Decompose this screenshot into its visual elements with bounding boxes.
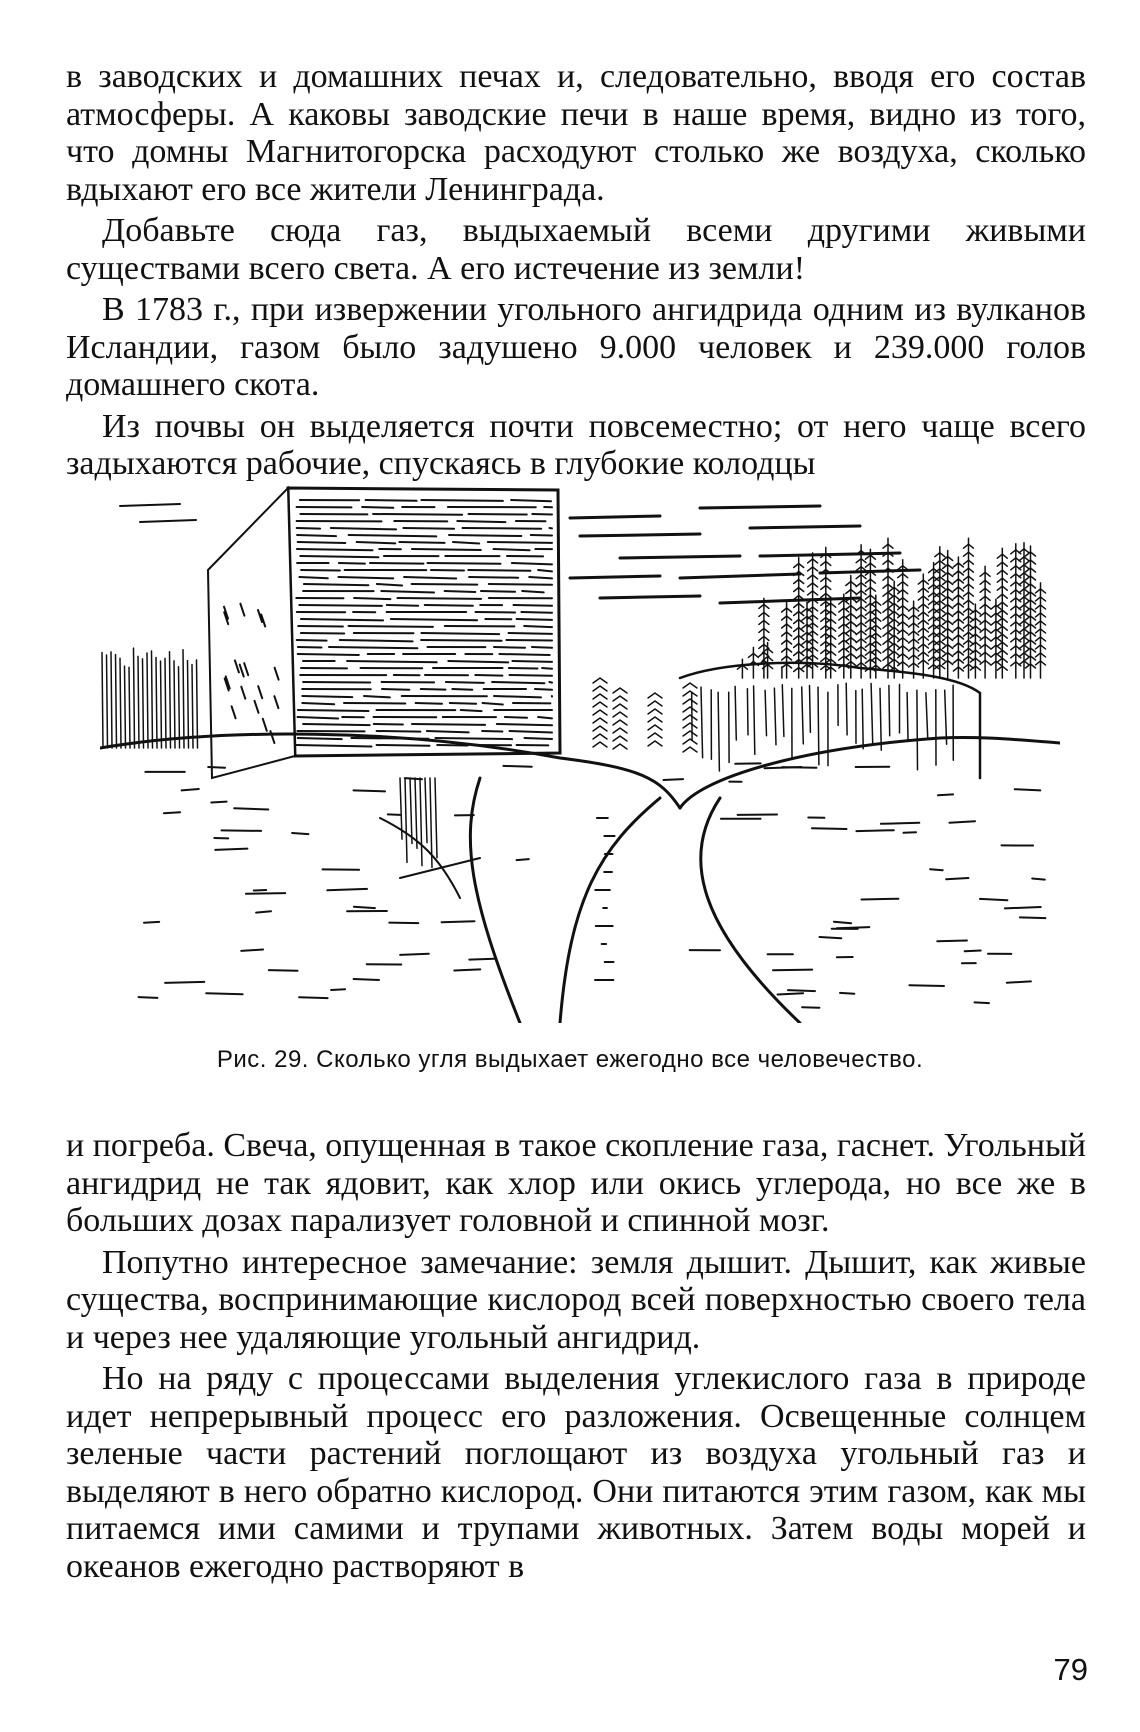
ground: [100, 734, 1060, 1023]
paragraph: и погреба. Свеча, опущенная в такое скопление газа, гаснет. Угольный ангидрид не так ядовит, как хлор или окись углерода, но все же в больших дозах парализует головной и спинной мозг.: [66, 1127, 1086, 1239]
top-text-block: [66, 58, 1086, 483]
paragraph: Из почвы он выделяется почти повсеместно; от него чаще всего задыхаются рабочие, спускаясь в глубокие колодцы: [66, 407, 1086, 482]
figure-caption: Рис. 29. Сколько угля выдыхает ежегодно все человечество.: [216, 1046, 924, 1073]
paragraph: Но на ряду с процессами выделения углекислого газа в природе идет непрерывный процесс его разложения. Освещенные солнцем зеленые части растений поглощают из воздуха угольный газ и выделяют в него обратно кислород. Они питаются этим газом, как мы питаемся ими самими и трупами животных. Затем воды морей и океанов ежегодно растворяют в: [66, 1360, 1086, 1585]
forest-right: [593, 538, 1046, 752]
coal-block-landscape-drawing: [100, 478, 1060, 1023]
page-number: 79: [1053, 1652, 1088, 1687]
paragraph: Попутно интересное замечание: земля дышит. Дышит, как живые существа, воспринимающие кислород всей поверхностью своего тела и через нее удаляющие угольный ангидрид.: [66, 1243, 1086, 1356]
paragraph: В 1783 г., при извержении угольного ангидрида одним из вулканов Исландии, газом было задушено 9.000 человек и 239.000 голов домашнего скота.: [66, 291, 1086, 403]
figure-illustration: [100, 478, 1060, 1023]
bottom-text-block: [66, 1127, 1086, 1585]
cliff-right: [680, 663, 980, 778]
paragraph: в заводских и домашних печах и, следовательно, вводя его состав атмосферы. А каковы заводские печи в наше время, видно из того, что домны Магнитогорска расходуют столько же воздуха, сколько вдыхают его все жители Ленинграда.: [66, 58, 1086, 208]
paragraph: Добавьте сюда газ, выдыхаемый всеми другими живыми существами всего света. А его истечение из земли!: [66, 212, 1086, 287]
